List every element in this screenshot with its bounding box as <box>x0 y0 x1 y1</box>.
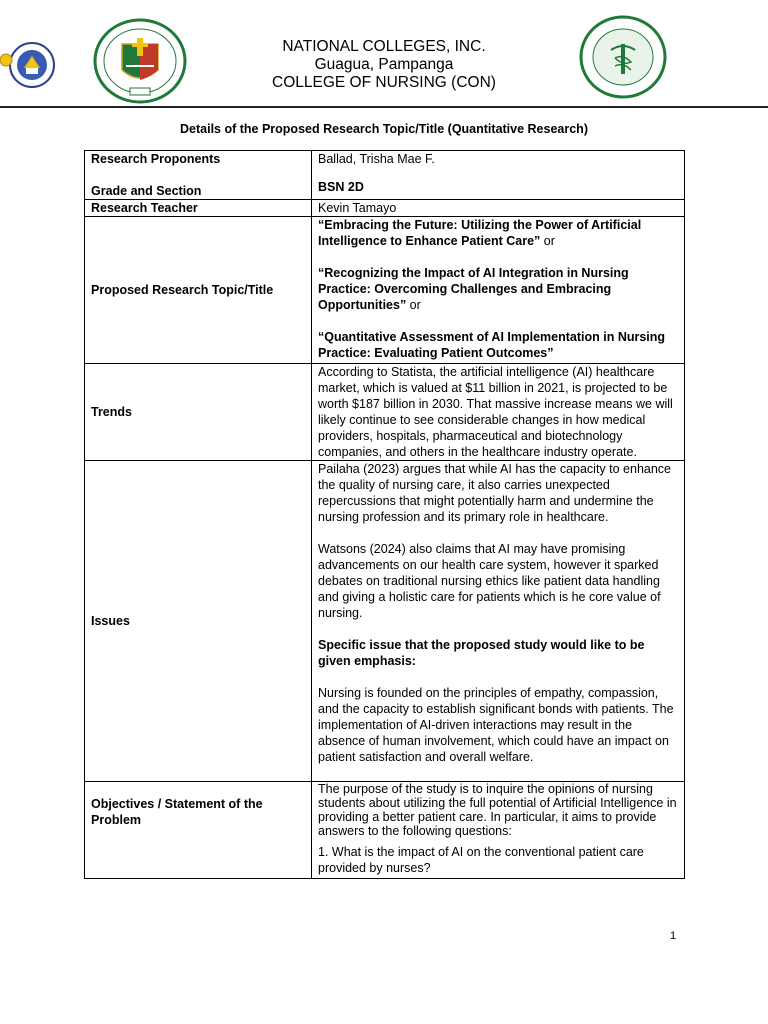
topic-label: Proposed Research Topic/Title <box>85 217 312 364</box>
topic-2-text: “Recognizing the Impact of AI Integration in Nursing Practice: Overcoming Challenges and Embracing Opportunities” <box>318 266 629 312</box>
objectives-label: Objectives / Statement of the Problem <box>85 782 312 879</box>
table-row <box>85 461 685 782</box>
teacher-label: Research Teacher <box>85 200 312 217</box>
document-header <box>0 10 768 110</box>
label-gap <box>91 167 305 183</box>
trends-label: Trends <box>85 364 312 461</box>
topic-option-2 <box>318 265 678 313</box>
proponents-value: Ballad, Trisha Mae F. <box>318 152 435 166</box>
issues-value-cell <box>312 461 685 782</box>
document-title: Details of the Proposed Research Topic/Title (Quantitative Research) <box>180 122 588 136</box>
page-number: 1 <box>670 930 677 942</box>
objectives-value-cell <box>312 782 685 879</box>
paragraph-gap <box>318 525 678 541</box>
table-row <box>85 200 685 217</box>
topic-option-1 <box>318 217 678 249</box>
org-location: Guagua, Pampanga <box>314 56 454 73</box>
grade-value: BSN 2D <box>318 180 364 194</box>
topic-value-cell <box>312 217 685 364</box>
table-row <box>85 217 685 364</box>
issues-label: Issues <box>85 461 312 782</box>
proponents-grade-value-cell <box>312 151 685 200</box>
college-name: COLLEGE OF NURSING (CON) <box>272 74 496 91</box>
issues-paragraph-2: Watsons (2024) also claims that AI may have promising advancements on our health care system, however it sparked debates on traditional nursing ethics like patient data handling and giving a holistic care for patients which is he core value of nursing. <box>318 542 661 620</box>
header-text-block <box>0 38 768 92</box>
proponents-label: Research Proponents <box>91 152 221 166</box>
topic-option-3: “Quantitative Assessment of AI Implementation in Nursing Practice: Evaluating Patient Outcomes” <box>318 330 666 360</box>
table-row <box>85 151 685 200</box>
topic-1-text: “Embracing the Future: Utilizing the Power of Artificial Intelligence to Enhance Patient Care” <box>318 218 642 248</box>
or-word: or <box>540 234 555 248</box>
trends-value: According to Statista, the artificial intelligence (AI) healthcare market, which is valued at $11 billion in 2021, is projected to be worth $187 billion in 2030. That massive increase means we will likely continue to see considerable changes in how medical providers, hospitals, pharmaceutical and biotechnology companies, and others in the healthcare industry operate. <box>312 364 685 461</box>
paragraph-gap <box>318 249 678 265</box>
research-details-table <box>84 150 685 879</box>
issues-paragraph-1: Pailaha (2023) argues that while AI has the capacity to enhance the quality of nursing care, it also carries unexpected repercussions that might potentially harm and undermine the nursing profession and its primary role in healthcare. <box>318 462 672 524</box>
objectives-intro: The purpose of the study is to inquire the opinions of nursing students about utilizing the full potential of Artificial Intelligence in providing a better patient care. In particular, it aims to provide answers to the following questions: <box>318 782 677 838</box>
issues-paragraph-3: Nursing is founded on the principles of empathy, compassion, and the capacity to establish significant bonds with patients. The implementation of AI-driven interactions may result in the absence of human involvement, which could have an impact on patient satisfaction and overall welfare. <box>318 686 674 764</box>
org-name: NATIONAL COLLEGES, INC. <box>282 38 486 55</box>
header-divider <box>0 106 768 108</box>
issues-emphasis-heading: Specific issue that the proposed study would like to be given emphasis: <box>318 638 645 668</box>
paragraph-gap <box>318 669 678 685</box>
table-row <box>85 364 685 461</box>
or-word: or <box>406 298 421 312</box>
proponents-grade-label-cell <box>85 151 312 200</box>
table-row <box>85 782 685 879</box>
value-gap <box>318 167 678 179</box>
teacher-value: Kevin Tamayo <box>312 200 685 217</box>
paragraph-gap <box>318 621 678 637</box>
grade-label: Grade and Section <box>91 184 202 198</box>
objectives-question-1: 1. What is the impact of AI on the conventional patient care provided by nurses? <box>318 845 644 875</box>
paragraph-gap <box>318 313 678 329</box>
